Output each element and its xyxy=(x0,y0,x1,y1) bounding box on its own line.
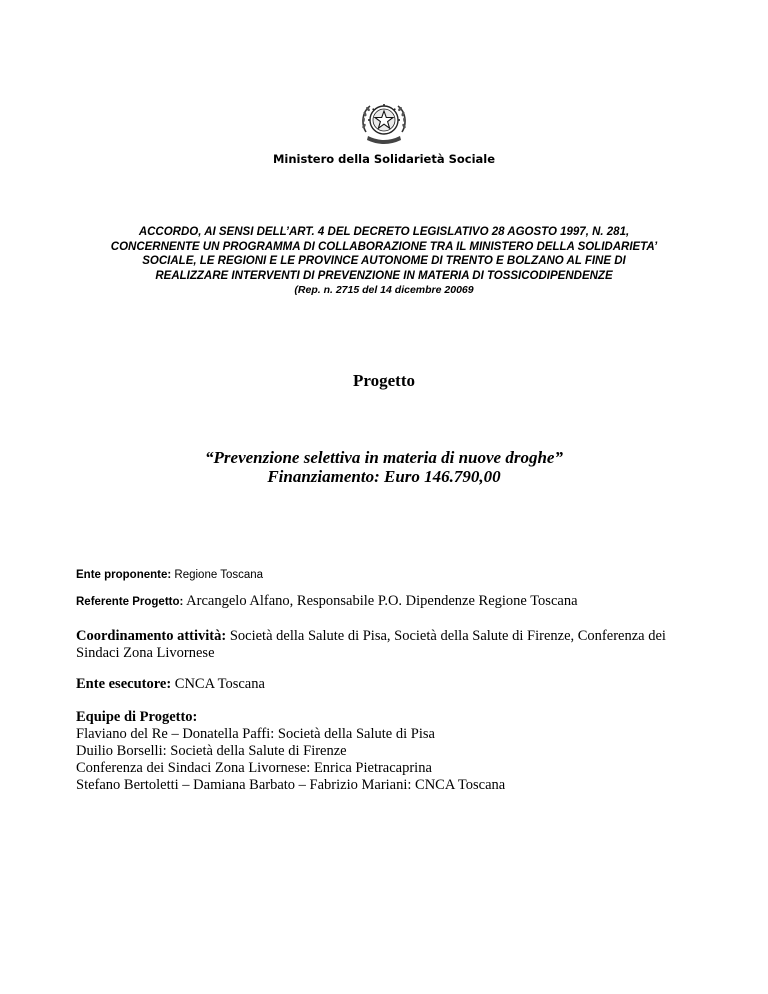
ministry-name: Ministero della Solidarietà Sociale xyxy=(272,152,496,166)
project-title-block xyxy=(0,448,768,486)
equipe-member: Stefano Bertoletti – Damiana Barbato – Fabrizio Mariani: CNCA Toscana xyxy=(76,777,506,793)
agreement-line: CONCERNENTE UN PROGRAMMA DI COLLABORAZIONE TRA IL MINISTERO DELLA SOLIDARIETA’ xyxy=(110,240,658,253)
project-funding: Finanziamento: Euro 146.790,00 xyxy=(267,467,501,486)
field-value: CNCA Toscana xyxy=(171,676,265,692)
equipe-member: Duilio Borselli: Società della Salute di Firenze xyxy=(76,743,347,759)
field-coordinamento xyxy=(76,628,696,662)
field-value: Società della Salute di Pisa, Società della Salute di Firenze, Conferenza dei Sindaci Zona Livornese xyxy=(76,628,666,661)
field-referente xyxy=(76,593,696,611)
agreement-line: ACCORDO, AI SENSI DELL’ART. 4 DEL DECRETO LEGISLATIVO 28 AGOSTO 1997, N. 281, xyxy=(138,226,630,238)
field-label: Coordinamento attività: xyxy=(76,628,227,644)
section-heading-progetto: Progetto xyxy=(353,371,415,390)
field-label: Ente esecutore: xyxy=(76,676,172,692)
project-title: “Prevenzione selettiva in materia di nuove droghe” xyxy=(205,448,563,467)
italian-republic-emblem-icon xyxy=(358,98,410,148)
field-label: Equipe di Progetto: xyxy=(76,709,198,725)
field-value: Arcangelo Alfano, Responsabile P.O. Dipendenze Regione Toscana xyxy=(183,593,578,609)
field-label: Ente proponente: xyxy=(76,569,172,581)
field-equipe xyxy=(76,709,696,794)
agreement-line: REALIZZARE INTERVENTI DI PREVENZIONE IN MATERIA DI TOSSICODIPENDENZE xyxy=(155,269,613,282)
field-label: Referente Progetto: xyxy=(76,596,184,608)
field-ente-proponente xyxy=(76,566,696,584)
agreement-rep-number: (Rep. n. 2715 del 14 dicembre 20069 xyxy=(294,284,474,296)
field-value: Regione Toscana xyxy=(171,569,264,581)
field-ente-esecutore xyxy=(76,676,696,693)
equipe-member: Flaviano del Re – Donatella Paffi: Società della Salute di Pisa xyxy=(76,726,435,742)
agreement-line: SOCIALE, LE REGIONI E LE PROVINCE AUTONOME DI TRENTO E BOLZANO AL FINE DI xyxy=(142,255,626,267)
agreement-heading xyxy=(60,225,708,298)
equipe-member: Conferenza dei Sindaci Zona Livornese: Enrica Pietracaprina xyxy=(76,760,432,776)
